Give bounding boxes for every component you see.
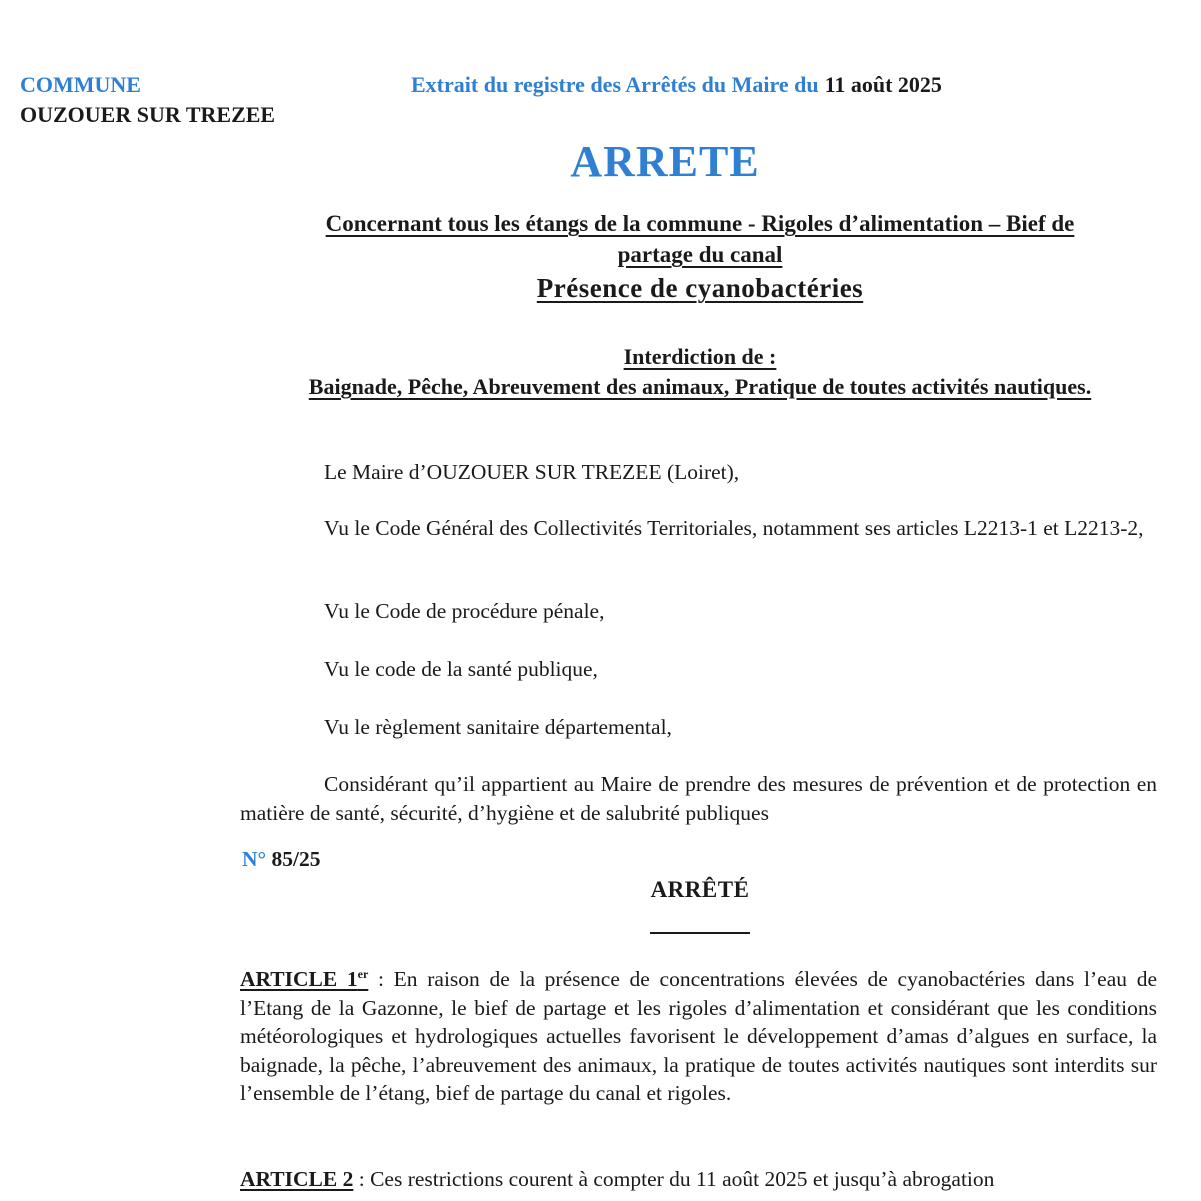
interdiction-items: Baignade, Pêche, Abreuvement des animaux, Pratique de toutes activités nautiques. bbox=[308, 374, 1092, 399]
decree-number-value: 85/25 bbox=[271, 847, 321, 871]
heading-divider bbox=[650, 932, 750, 934]
preamble-paragraph bbox=[240, 770, 1157, 827]
decree-number-prefix: N° bbox=[242, 847, 267, 871]
interdiction-block bbox=[240, 342, 1160, 402]
subject-line-1: Concernant tous les étangs de la commune - Rigoles d’alimentation – Bief de bbox=[325, 211, 1075, 236]
commune-label: COMMUNE bbox=[20, 72, 141, 97]
document-title: ARRETE bbox=[570, 137, 760, 186]
arrete-heading: ARRÊTÉ bbox=[650, 877, 750, 902]
article-2-label: ARTICLE 2 bbox=[240, 1167, 354, 1191]
preamble-paragraph bbox=[240, 597, 1157, 626]
preamble-paragraph bbox=[240, 713, 1157, 742]
preamble-paragraph bbox=[240, 458, 1157, 487]
preamble-paragraph bbox=[240, 514, 1157, 543]
article-2-text: : Ces restrictions courent à compter du 11 août 2025 et jusqu’à abrogation bbox=[358, 1167, 995, 1191]
subject-block bbox=[240, 208, 1160, 306]
register-extract-date: 11 août 2025 bbox=[824, 72, 942, 97]
subject-line-2: partage du canal bbox=[617, 242, 783, 267]
article-1 bbox=[240, 965, 1157, 1108]
commune-name: OUZOUER SUR TREZEE bbox=[20, 102, 276, 127]
preamble-text: Vu le Code de procédure pénale, bbox=[324, 599, 605, 623]
preamble-text: Le Maire d’OUZOUER SUR TREZEE (Loiret), bbox=[324, 460, 740, 484]
register-extract-text: Extrait du registre des Arrêtés du Maire du bbox=[411, 72, 819, 97]
article-1-label: ARTICLE 1er bbox=[240, 966, 369, 991]
preamble-text: Vu le code de la santé publique, bbox=[324, 657, 598, 681]
preamble-paragraph bbox=[240, 655, 1157, 684]
preamble-text: Vu le règlement sanitaire départemental, bbox=[324, 715, 672, 739]
preamble-text: Vu le Code Général des Collectivités Territoriales, notamment ses articles L2213-1 et L2213-2, bbox=[324, 516, 1144, 540]
subject-line-3: Présence de cyanobactéries bbox=[536, 273, 864, 303]
preamble-text: Considérant qu’il appartient au Maire de prendre des mesures de prévention et de protection en matière de santé, sécurité, d’hygiène et de salubrité publiques bbox=[240, 772, 1157, 825]
article-2 bbox=[240, 1165, 1157, 1194]
article-1-text: : En raison de la présence de concentrations élevées de cyanobactéries dans l’eau de l’Etang de la Gazonne, le bief de partage et les rigoles d’alimentation et considérant que les conditions météorologiques et hydrologiques actuelles favorisent le développement d’amas d’algues en surface, la baignade, la pêche, l’abreuvement des animaux, la pratique de toutes activités nautiques sont interdits sur l’ensemble de l’étang, bief de partage du canal et rigoles. bbox=[240, 967, 1158, 1105]
decree-number bbox=[242, 847, 320, 872]
commune-block bbox=[20, 70, 275, 130]
interdiction-heading: Interdiction de : bbox=[623, 344, 777, 369]
register-extract bbox=[411, 72, 942, 98]
